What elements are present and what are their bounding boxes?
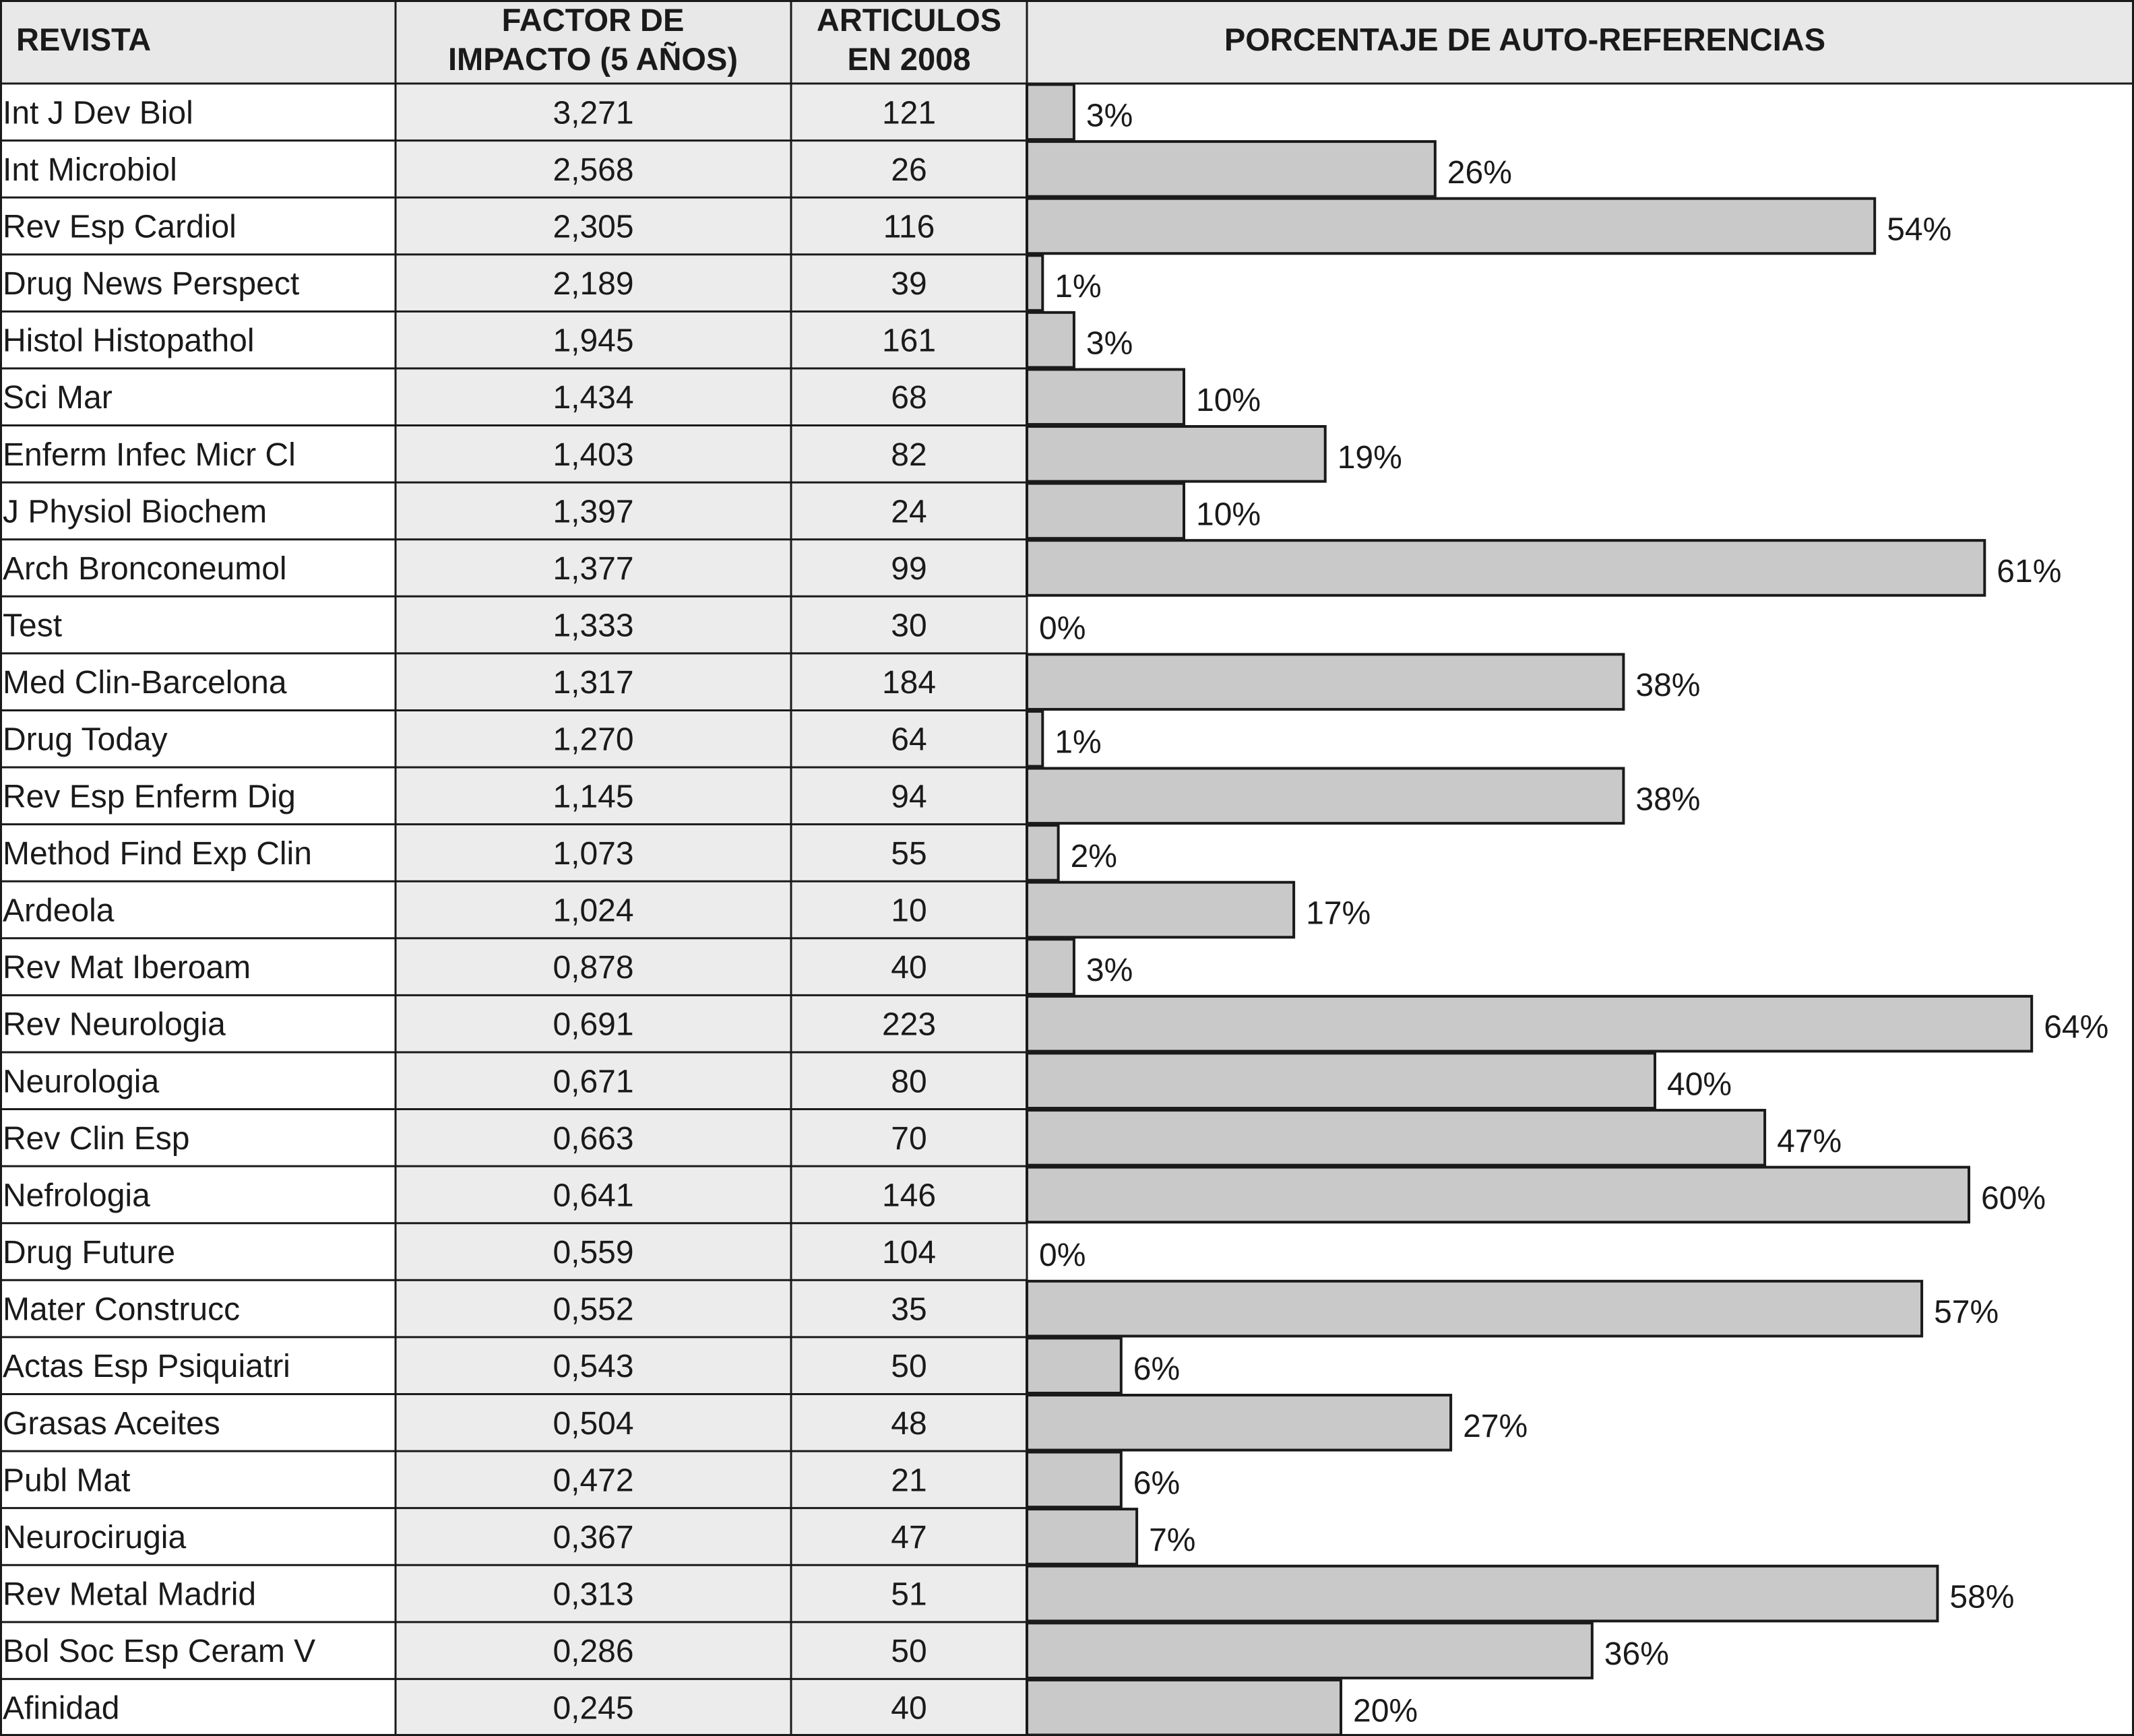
journal-name: Nefrologia: [3, 1178, 150, 1214]
selfref-bar: [1027, 484, 1184, 539]
selfref-bar: [1027, 1509, 1137, 1564]
articles-count: 26: [891, 152, 927, 188]
impact-factor: 0,691: [553, 1006, 634, 1043]
journal-name: Arch Bronconeumol: [3, 550, 287, 587]
impact-factor: 1,403: [553, 437, 634, 473]
selfref-bar: [1027, 996, 2032, 1052]
selfref-bar: [1027, 426, 1325, 482]
articles-count: 21: [891, 1462, 927, 1499]
impact-factor: 1,945: [553, 323, 634, 359]
journal-name: Method Find Exp Clin: [3, 835, 312, 872]
articles-count: 68: [891, 380, 927, 416]
selfref-label: 3%: [1086, 98, 1133, 134]
articles-count: 39: [891, 266, 927, 302]
selfref-bar: [1027, 1452, 1121, 1508]
journal-name: Drug Future: [3, 1235, 176, 1271]
selfref-label: 40%: [1667, 1066, 1732, 1103]
articles-count: 47: [891, 1519, 927, 1555]
selfref-bar: [1027, 1395, 1451, 1450]
articles-count: 104: [881, 1235, 937, 1271]
impact-factor: 0,504: [553, 1405, 634, 1442]
selfref-label: 6%: [1133, 1465, 1181, 1502]
articles-count: 40: [891, 1690, 927, 1727]
impact-factor: 1,317: [553, 665, 634, 701]
journal-name: Enferm Infec Micr Cl: [3, 437, 296, 473]
journal-name: Rev Esp Cardiol: [3, 209, 237, 245]
articles-count: 64: [891, 721, 927, 758]
impact-factor: 0,671: [553, 1064, 634, 1100]
impact-factor: 1,377: [553, 550, 634, 587]
selfref-label: 47%: [1777, 1123, 1842, 1159]
selfref-bar: [1027, 1338, 1121, 1393]
journal-name: Ardeola: [3, 893, 115, 929]
impact-factor: 0,559: [553, 1235, 634, 1271]
selfref-bar: [1027, 1110, 1765, 1165]
journal-name: Int Microbiol: [3, 152, 177, 188]
selfref-bar: [1027, 769, 1623, 824]
selfref-label: 0%: [1039, 1237, 1086, 1274]
articles-count: 99: [891, 550, 927, 587]
header-articles-line2: EN 2008: [847, 41, 971, 77]
journal-name: Afinidad: [3, 1690, 120, 1727]
selfref-bar: [1027, 1167, 1969, 1223]
selfref-label: 17%: [1306, 895, 1371, 932]
selfref-label: 7%: [1149, 1522, 1196, 1558]
selfref-label: 60%: [1981, 1180, 2046, 1217]
selfref-bar: [1027, 654, 1623, 709]
impact-factor: 0,472: [553, 1462, 634, 1499]
impact-factor: 1,333: [553, 608, 634, 644]
journal-name: Sci Mar: [3, 380, 113, 416]
impact-factor: 1,145: [553, 779, 634, 815]
impact-factor: 1,073: [553, 835, 634, 872]
selfref-label: 6%: [1133, 1351, 1181, 1388]
articles-count: 161: [881, 323, 937, 359]
impact-factor: 0,663: [553, 1120, 634, 1157]
journal-name: Publ Mat: [3, 1462, 131, 1499]
journal-name: Grasas Aceites: [3, 1405, 220, 1442]
selfref-bar: [1027, 1281, 1922, 1337]
journal-name: Bol Soc Esp Ceram V: [3, 1634, 316, 1670]
journal-name: Rev Metal Madrid: [3, 1576, 257, 1613]
impact-factor: 1,397: [553, 494, 634, 530]
impact-factor: 2,189: [553, 266, 634, 302]
selfref-label: 58%: [1949, 1579, 2015, 1615]
selfref-bar: [1027, 825, 1059, 880]
articles-count: 50: [891, 1349, 927, 1385]
articles-count: 70: [891, 1120, 927, 1157]
journal-name: Mater Construcc: [3, 1291, 241, 1328]
journal-name: Rev Neurologia: [3, 1006, 226, 1043]
selfref-label: 38%: [1635, 668, 1701, 704]
selfref-bar: [1027, 313, 1074, 368]
selfref-label: 36%: [1604, 1636, 1669, 1673]
impact-factor: 2,568: [553, 152, 634, 188]
articles-count: 223: [881, 1006, 937, 1043]
selfref-label: 38%: [1635, 781, 1701, 818]
selfref-bar: [1027, 141, 1435, 197]
journal-name: Int J Dev Biol: [3, 95, 193, 131]
articles-count: 48: [891, 1405, 927, 1442]
selfref-label: 3%: [1086, 953, 1133, 989]
journal-name: Actas Esp Psiquiatri: [3, 1349, 290, 1385]
header-articles-line1: ARTICULOS: [816, 2, 1002, 38]
impact-factor: 0,367: [553, 1519, 634, 1555]
selfref-bar: [1027, 255, 1042, 311]
selfref-bar: [1027, 939, 1074, 994]
selfref-bar: [1027, 540, 1984, 596]
selfref-label: 61%: [1997, 553, 2062, 589]
articles-count: 40: [891, 950, 927, 986]
selfref-label: 1%: [1055, 724, 1102, 761]
selfref-label: 54%: [1887, 212, 1952, 248]
selfref-label: 26%: [1447, 154, 1512, 191]
articles-count: 121: [881, 95, 937, 131]
journal-name: Histol Histopathol: [3, 323, 255, 359]
selfref-bar: [1027, 711, 1042, 767]
articles-count: 35: [891, 1291, 927, 1328]
articles-count: 116: [883, 209, 935, 245]
articles-count: 10: [891, 893, 927, 929]
impact-factor: 1,024: [553, 893, 634, 929]
impact-factor: 0,641: [553, 1178, 634, 1214]
selfref-bar: [1027, 369, 1184, 424]
header-impact-line1: FACTOR DE: [501, 2, 685, 38]
impact-factor: 0,878: [553, 950, 634, 986]
articles-count: 51: [891, 1576, 927, 1613]
selfref-label: 10%: [1196, 383, 1261, 419]
impact-factor: 0,543: [553, 1349, 634, 1385]
selfref-label: 3%: [1086, 325, 1133, 362]
journal-name: Rev Mat Iberoam: [3, 950, 251, 986]
selfref-label: 2%: [1070, 838, 1117, 874]
articles-count: 50: [891, 1634, 927, 1670]
impact-factor: 0,286: [553, 1634, 634, 1670]
articles-count: 55: [891, 835, 927, 872]
journal-name: Drug Today: [3, 721, 168, 758]
selfref-bar: [1027, 1566, 1937, 1621]
selfref-bar: [1027, 199, 1875, 254]
articles-count: 24: [891, 494, 927, 530]
articles-count: 80: [891, 1064, 927, 1100]
articles-count: 94: [891, 779, 927, 815]
journal-name: Neurologia: [3, 1064, 160, 1100]
impact-factor: 1,270: [553, 721, 634, 758]
impact-factor: 3,271: [553, 95, 634, 131]
journal-name: Rev Esp Enferm Dig: [3, 779, 296, 815]
articles-count: 146: [881, 1178, 937, 1214]
journal-name: J Physiol Biochem: [3, 494, 268, 530]
selfref-bar: [1027, 1680, 1341, 1735]
impact-factor: 2,305: [553, 209, 634, 245]
selfref-bar: [1027, 882, 1294, 938]
selfref-label: 0%: [1039, 610, 1086, 647]
header-selfref: PORCENTAJE DE AUTO-REFERENCIAS: [1224, 22, 1826, 57]
selfref-label: 27%: [1463, 1408, 1528, 1444]
impact-factor: 0,552: [553, 1291, 634, 1328]
selfref-label: 1%: [1055, 269, 1102, 305]
selfref-label: 10%: [1196, 496, 1261, 533]
selfref-label: 64%: [2044, 1009, 2109, 1046]
impact-factor: 0,245: [553, 1690, 634, 1727]
journal-name: Neurocirugia: [3, 1519, 187, 1555]
header-impact-line2: IMPACTO (5 AÑOS): [448, 41, 738, 77]
journal-name: Med Clin-Barcelona: [3, 665, 287, 701]
journal-name: Test: [3, 608, 63, 644]
selfref-label: 19%: [1337, 439, 1402, 476]
selfref-label: 57%: [1934, 1294, 1999, 1330]
articles-count: 184: [881, 665, 937, 701]
selfref-bar: [1027, 1053, 1655, 1108]
header-journal: REVISTA: [16, 22, 152, 57]
impact-factor: 0,313: [553, 1576, 634, 1613]
articles-count: 82: [891, 437, 927, 473]
journal-name: Rev Clin Esp: [3, 1120, 190, 1157]
impact-factor: 1,434: [553, 380, 634, 416]
selfref-bar: [1027, 1623, 1592, 1678]
journal-name: Drug News Perspect: [3, 266, 300, 302]
articles-count: 30: [891, 608, 927, 644]
selfref-bar: [1027, 85, 1074, 140]
selfref-label: 20%: [1353, 1693, 1418, 1729]
